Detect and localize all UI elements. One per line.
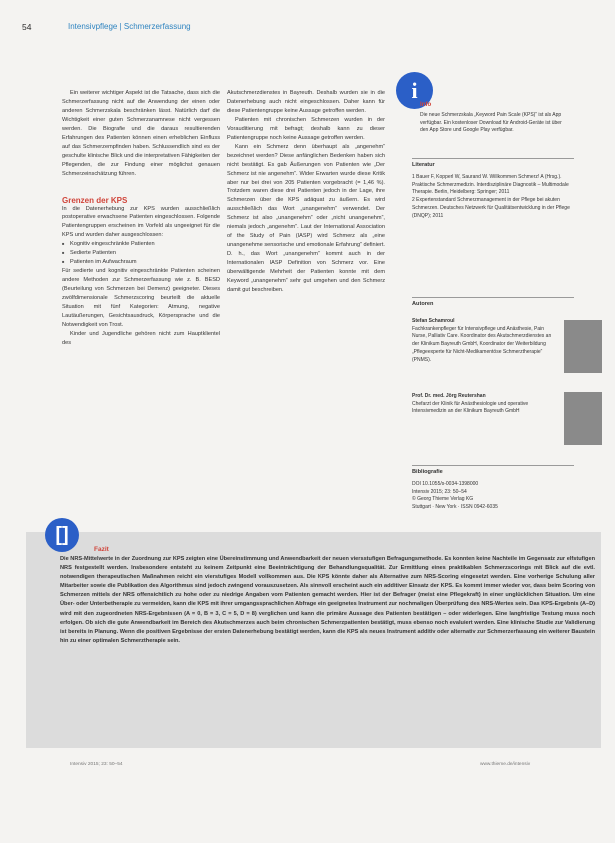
bibliography-title: Bibliografie <box>412 469 443 475</box>
literature-list <box>412 174 572 220</box>
bibliography-line: Stuttgart · New York · ISSN 0942-6035 <box>412 504 498 511</box>
author-2-bio <box>412 393 552 416</box>
author-name: Prof. Dr. med. Jörg Reutershan <box>412 393 486 399</box>
author-text: Fachkrankenpfleger für Intensivpflege und Anästhesie, Pain Nurse, Palliativ Care. Koordinator des Akutschmerzdienstes an der Klinikum Bayreuth GmbH, Koordinator der Weiterbildung „Pflegeexperte für Nicht-Medikamentöse Schmerztherapie“ (PNMS). <box>412 325 552 363</box>
list-item: ■ Patienten im Aufwachraum <box>62 258 220 267</box>
author-text: Chefarzt der Klinik für Anästhesiologie und operative Intensivmedizin an der Klinikum Bayreuth GmbH <box>412 400 529 415</box>
divider <box>412 158 574 159</box>
column-1 <box>62 89 220 348</box>
footer-left: Intensiv 2015; 23: 50–54 <box>70 762 123 767</box>
divider <box>412 297 574 298</box>
column-2 <box>227 89 385 295</box>
bibliography-line: © Georg Thieme Verlag KG <box>412 496 474 503</box>
paragraph: Kann ein Schmerz denn überhaupt als „angenehm“ bezeichnet werden? Diese anfänglichen Bedenken haben sich nicht bestätigt. Es gab Äußerungen von Patienten wie „Der Schmerz ist nie angenehm“. Wider Erwarten wurde diese Kritik aber nur bei drei von 205 Patienten vorgebracht (= 1,46 %). Trotzdem waren diese drei Patienten jedoch in der Lage, ihre Schmerzen über die KPS adäquat zu äußern. Es wird ausschließlich das Wort „unangenehm“ verwendet. Der Schmerz ist also „unangenehm“ oder „nicht unangenehm“, niemals jedoch „angenehm“. Laut der International Association of the Study of Pain (IASP) wird Schmerz als „eine unangenehme sensorische und emotionale Erfahrung“ definiert. D. h., das Wort „unangenehm“ kommt auch in der Internationalen IASP Definition von Schmerz vor. Eine überwältigende Mehrheit der Patienten konnte mit dem Keyword „unangenehm“ sehr gut umgehen und den Schmerz damit gut beschreiben. <box>227 143 385 293</box>
list-item: 1 Bauer F, Kopperl W, Saurand W. Willkommen Schmerz! A (Hrsg.). Praktische Schmerzmedizin. Interdisziplinäre Diagnostik – Multimodale Therapie. Berlin, Heidelberg: Springer; 2011 <box>412 174 569 196</box>
paragraph: Die NRS-Mittelwerte in der Zuordnung zur KPS zeigten eine Übereinstimmung und Anwendbarkeit der neuen viersstufigen Befragungsmethode. Es konnten keine Nachteile im Gegensatz zur elfstufigen NRS festgestellt werden. Insbesondere entsteht zu keinem Zeitpunkt eine Beeinträchtigung der Behandlungsqualität. Zur Ermittlung eines praktikablen Schmerzscorings mit Blick auf die evtl. notwendigen therapeutischen Maßnahmen reicht ein vierstufiges Modell vollkommen aus. Die KPS könnte daher als Alternative zum NRS-Scoring eingesetzt werden. Eine vorherige Schulung aller Mitarbeiter sowie die Publikation des Algorithmus sind jedoch zwingend vorauszusetzen. Als sinnvoll erscheint auch ein additiver Einsatz der KPS. Es kommt immer wieder vor, dass beim Scoring von Schmerzen mittels der NRS offensichtlich zu hohe oder zu niedrige Angaben vom Patienten gemacht werden. Hier ist der Befrager (meist eine Pflegekraft) in einer unglücklichen Situation. Um eine Über- oder Unterbetherapie zu vermeiden, kann die KPS mit ihrer umgangssprachlichen Abfrage ein geeignetes Instrument zur nochmaligen Überprüfung des NRS-Wertes sein. Das KPS-Ergebnis (A–D) wird mit den zugeordneten NRS-Ergebnissen (A = 0, B = 3, C = 5, D = 8) verglichen und kann die primäre Aussage des Patienten bestätigen – oder widerlegen. Eine langfristige Testung muss noch erfolgen. Ob sich die gute Anwendbarkeit im Bereich des Akutschmerzes auch beim chronischen Schmerzpatienten bestätigt, muss ebenso noch evaluiert werden. Eine klinische Studie zur Validierung ist bereits in Planung. Wenn die positiven Ergebnisse der ersten Datenerhebung bestätigt werden, kann die KPS als neues Instrument additiv oder alternativ zur Schmerzerfassung ein weiterer Baustein hin zu einer optimalen Schmerztherapie sein. <box>60 556 595 644</box>
list-item: ■ Kognitiv eingeschränkte Patienten <box>62 240 220 249</box>
paragraph: Patienten mit chronischen Schmerzen wurden in der Vorauditierung mit befragt; deshalb kann zu dieser Patientengruppe noch keine Aussage getroffen werden. <box>227 116 385 141</box>
author-2-photo <box>564 392 602 445</box>
paragraph: In die Datenerhebung zur KPS wurden ausschließlich postoperative erwachsene Patienten eingeschlossen. Folgende Patientengruppen erscheinen im Vorfeld als ungeeignet für die KPS und wurden daher ausgeschlossen: <box>62 205 220 239</box>
author-1-photo <box>564 320 602 373</box>
literature-title: Literatur <box>412 162 435 168</box>
bibliography-lines <box>412 481 572 512</box>
author-name: Stefan Schamroul <box>412 318 455 324</box>
paragraph: Akutschmerzdienstes in Bayreuth. Deshalb wurden sie in die Datenerhebung auch nicht eingeschlossen. Daher kann für diese Patientengruppe keine Aussage getroffen werden. <box>227 90 385 114</box>
divider <box>412 465 574 466</box>
authors-title: Autoren <box>412 301 434 307</box>
paragraph: Für sedierte und kognitiv eingeschränkte Patienten scheinen andere Methoden zur Schmerzerfassung wie z. B. BESD (Beurteilung von Schmerzen bei Demenz) geeigneter. Dieses zwölfdimensionale Schmerzscoring beurteilt die aktuelle Situation mit fünf Kategorien: Atmung, negative Lautäußerungen, Gesichtsausdruck, Körpersprache und die Notwendigkeit von Trost. <box>62 268 220 328</box>
bibliography-line: DOI 10.1055/s-0034-1398000 <box>412 481 479 487</box>
paragraph: Kinder und Jugendliche gehören nicht zum Hauptklientel des <box>62 330 220 346</box>
conclusion-text <box>60 555 595 646</box>
info-text: Die neue Schmerzskala „Keyword Pain Scale (KPS)“ ist als App verfügbar. Ein kostenloser Download für Android-Geräte ist über den App Store und Google Play verfügbar. <box>420 112 562 134</box>
list-item: ■ Sedierte Patienten <box>62 249 220 258</box>
footer-right: www.thieme.de/intensiv <box>480 762 531 767</box>
author-1-bio <box>412 318 552 364</box>
bullet-list <box>62 240 220 267</box>
bibliography-line: Intensiv 2015; 23: 50–54 <box>412 488 467 495</box>
info-heading: Info <box>420 101 432 108</box>
running-head: Intensivpflege | Schmerzerfassung <box>68 22 191 31</box>
info-icon: i <box>396 72 433 109</box>
paragraph: Ein weiterer wichtiger Aspekt ist die Tatsache, dass sich die Schmerzerfassung nicht auf die Anwendung der einen oder anderen Schmerzskala beschränken lässt. Natürlich darf die Wichtigkeit einer guten Schmerzanamnese nicht vergessen werden. Die Biografie und die daraus resultierenden Erfahrungen des Patienten können einen erheblichen Einfluss auf das Schmerzempfinden haben. Schlussendlich sind es der geschulte klinische Blick und die interpretativen Fähigkeiten der Pflegenden, die zur Findung einer möglichst genauen Schmerzeinschätzung führen. <box>62 90 220 177</box>
list-item: 2 Expertenstandard Schmerzmanagement in der Pflege bei akuten Schmerzen. Deutsches Netzwerk für Qualitätsentwicklung in der Pflege (DNQP); 2011 <box>412 197 570 219</box>
conclusion-icon: [] <box>45 518 79 552</box>
page-number: 54 <box>22 22 32 32</box>
section-heading: Grenzen der KPS <box>62 195 128 205</box>
conclusion-heading: Fazit <box>94 546 109 553</box>
